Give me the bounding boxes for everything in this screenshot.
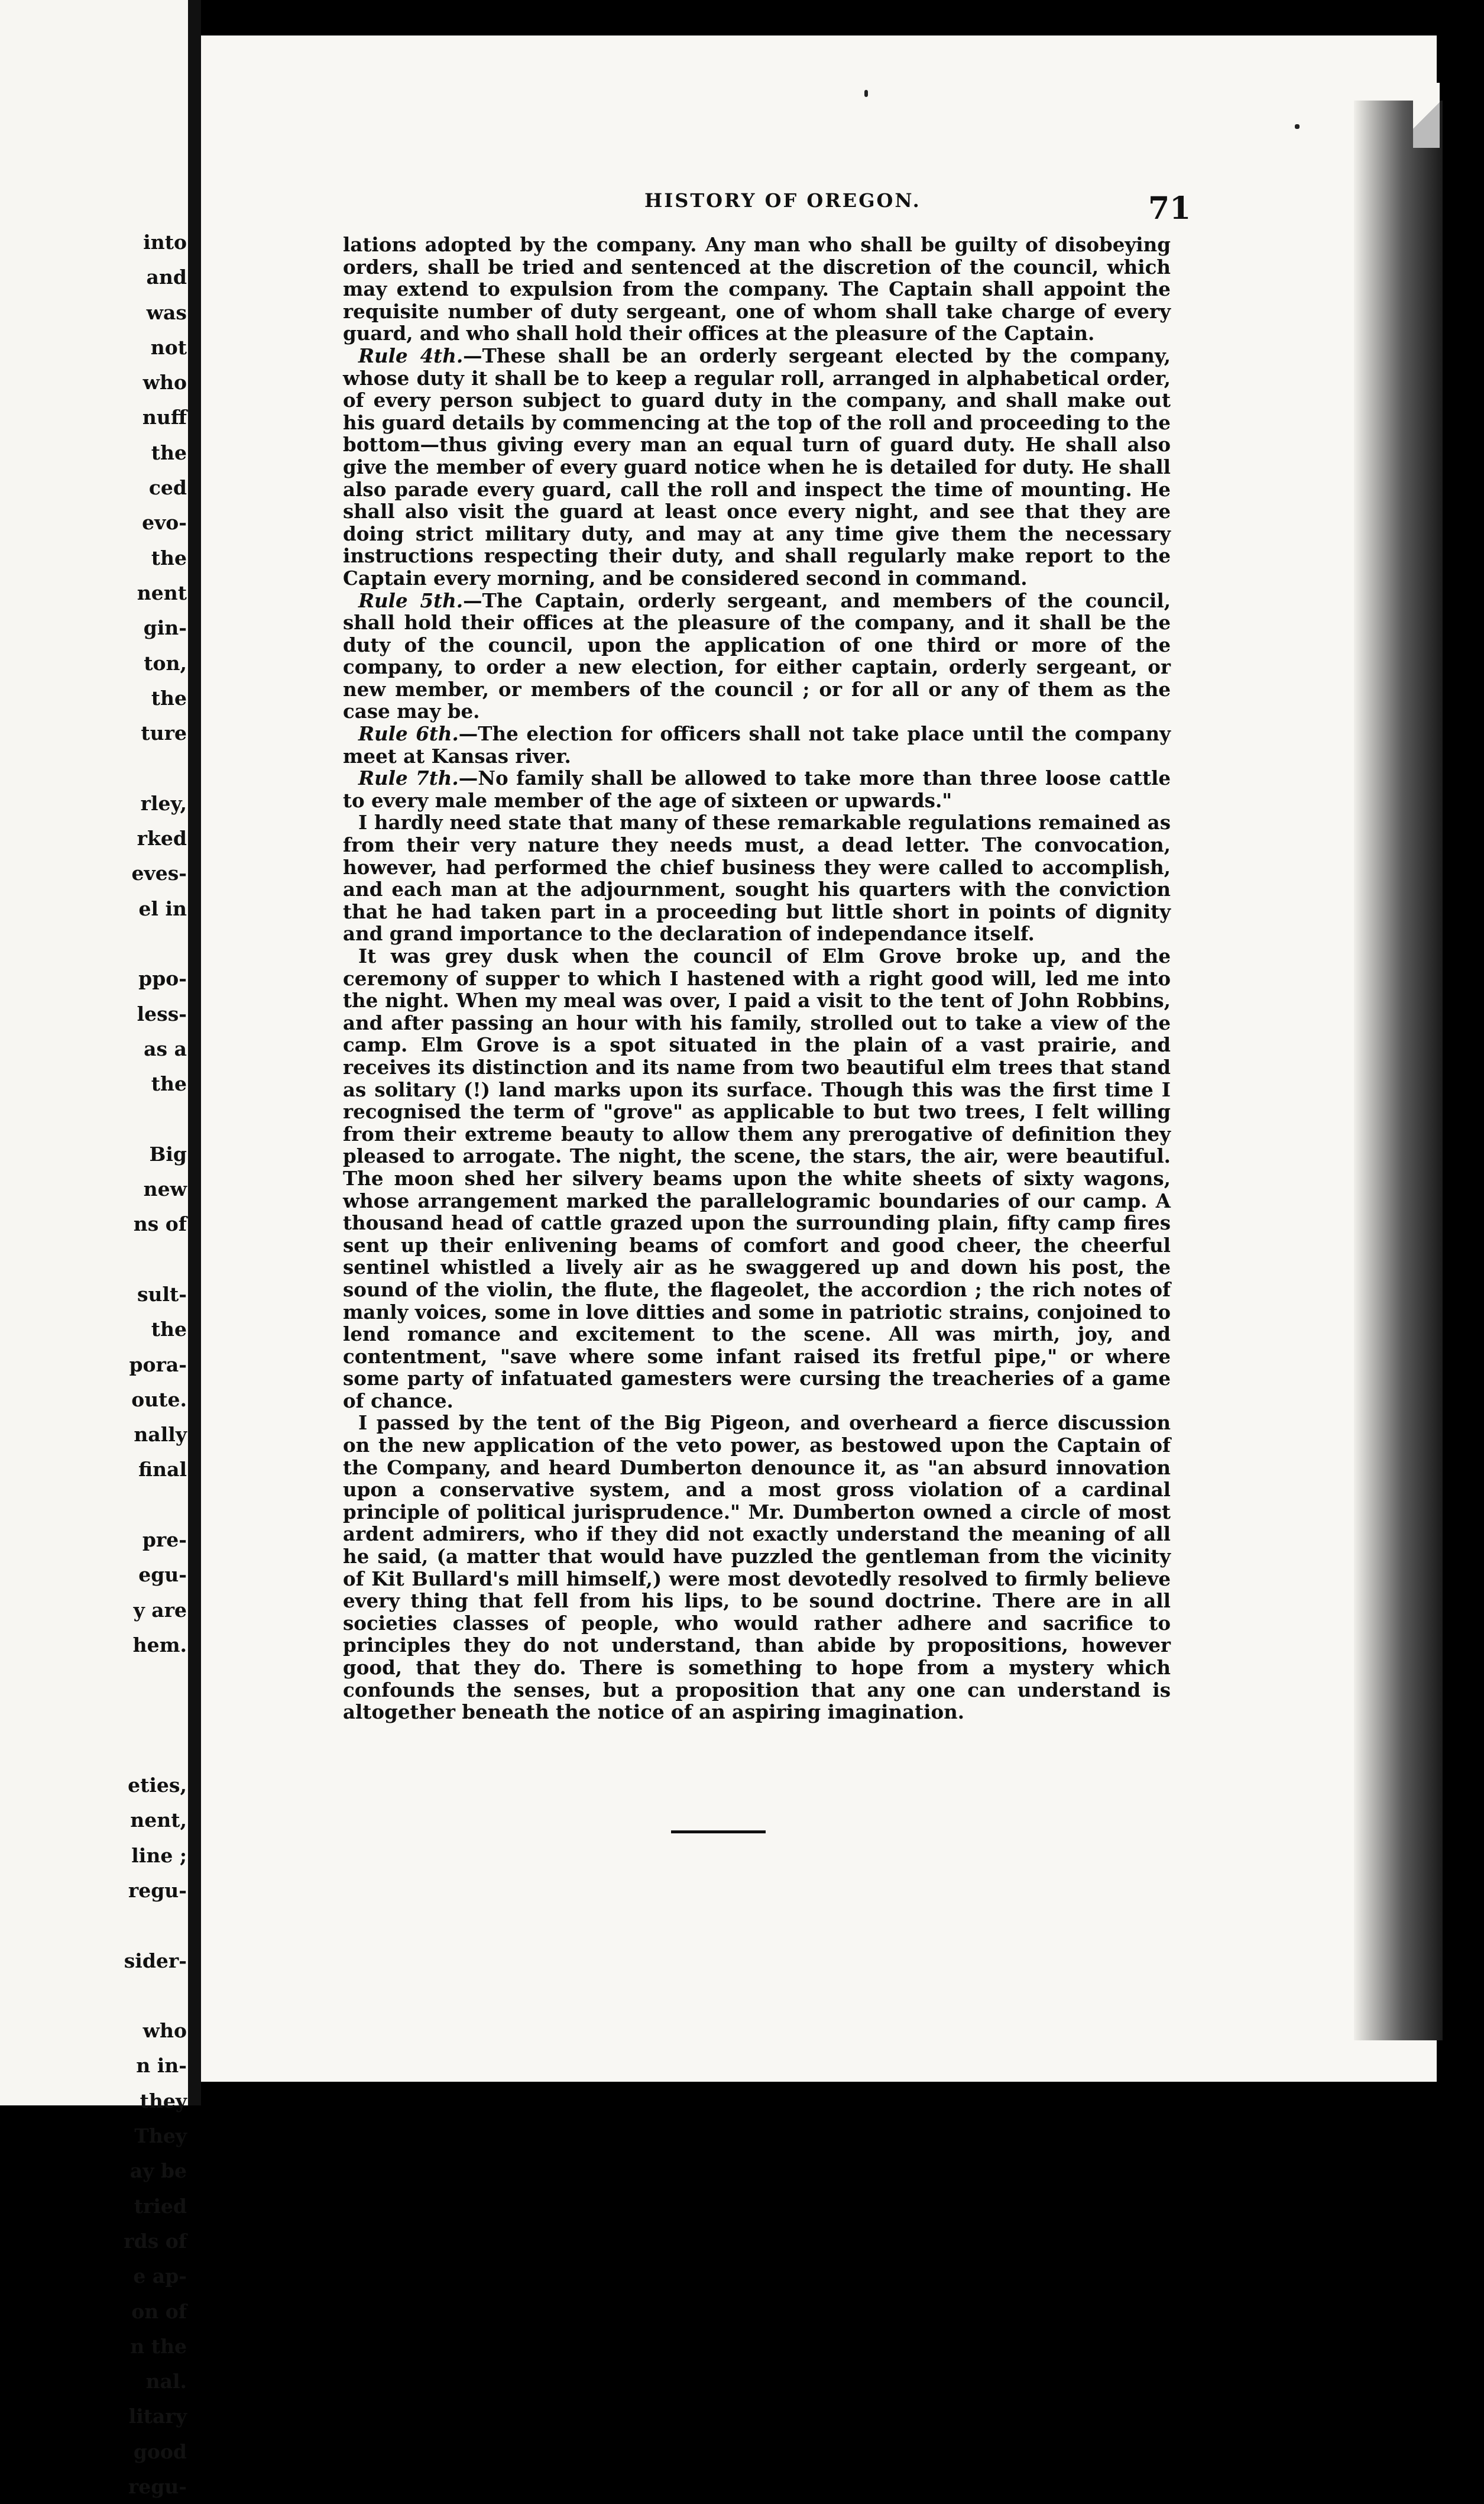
left-fragment: hem. <box>132 1633 187 1657</box>
left-fragment <box>104 750 187 785</box>
paragraph <box>343 1412 1171 1723</box>
left-fragment: good <box>133 2440 187 2463</box>
paragraph-text: I hardly need state that many of these remarkable regulations remained as from their very nature they needs must, a dead letter. The convocation, however, had performed the chief business they were called to accomplish, and each man at the adjournment, sought his quarters with the conviction that he had taken part in a proceeding but little short in points of dignity and grand importance to the declaration of independance itself. <box>343 811 1171 946</box>
left-fragment: ns of <box>133 1212 187 1236</box>
paragraph <box>343 767 1171 811</box>
section-end-rule <box>671 1830 766 1833</box>
left-fragment: tried <box>134 2194 187 2218</box>
page-corner <box>1413 83 1440 148</box>
ink-speck <box>1295 124 1300 129</box>
paragraph-text: I passed by the tent of the Big Pigeon, and overheard a fierce discussion on the new application of the veto power, as bestowed upon the Captain of the Company, and heard Dumberton denounce it, as "an absurd innovation upon a conservative system, and a most gross violation of a cardinal principle of political jurisprudence." Mr. Dumberton owned a circle of most ardent admirers, who if they did not exactly understand the meaning of all he said, (a matter that would have puzzled the gentleman from the vicinity of Kit Bullard's mill himself,) were most devotedly resolved to firmly believe every thing that fell from his lips, to be sound doctrine. There are in all societies classes of people, who would rather adhere and sacrifice to principles they do not understand, than abide by propositions, however good, that they do. There is something to hope from a mystery which confounds the senses, but a proposition that any one can understand is altogether beneath the notice of an aspiring imagination. <box>343 1411 1171 1724</box>
left-fragment: n the <box>130 2334 187 2358</box>
paragraph-text: It was grey dusk when the council of Elm Grove broke up, and the ceremony of supper to which I hastened with a right good will, led me into the night. When my meal was over, I paid a visit to the tent of John Robbins, and after passing an hour with his family, strolled out to take a view of the camp. Elm Grove is a spot situated in the plain of a vast prairie, and receives its distinction and its name from two beautiful elm trees that stand as solitary (!) land marks upon its surface. Though this was the first time I recognised the term of "grove" as applicable to but two trees, I felt willing from their extreme beauty to allow them any prerogative of definition they pleased to arrogate. The night, the scene, the stars, the air, were beautiful. The moon shed her silvery beams upon the white sheets of sixty wagons, whose arrangement marked the parallelogramic boundaries of our camp. A thousand head of cattle grazed upon the surrounding plain, fifty camp fires sent up their enlivening beams of comfort and good cheer, the cheerful sentinel whistled a lively air as he swaggered up and down his post, the sound of the violin, the flute, the flageolet, the accordion ; the rich notes of manly voices, some in love ditties and some in patriotic strains, conjoined to lend romance and excitement to the scene. All was mirth, joy, and contentment, "save where some infant raised its fretful pipe," or where some party of infatuated gamesters were cursing the treacheries of a game of chance. <box>343 944 1171 1412</box>
left-fragment: into <box>143 231 187 254</box>
left-fragment: nent <box>137 581 187 604</box>
left-fragment <box>104 1101 187 1136</box>
left-fragment: not <box>150 335 187 359</box>
left-fragment <box>104 1908 187 1943</box>
left-fragment <box>104 1242 187 1277</box>
left-fragment: they <box>140 2089 187 2112</box>
left-fragment: the <box>151 546 187 570</box>
left-fragment: nuff <box>142 406 187 429</box>
paragraph-text: —These shall be an orderly sergeant elected by the company, whose duty it shall be to keep a regular roll, arranged in alphabetical order, of every person subject to guard duty in the company, and shall make out his guard details by commencing at the top of the roll and proceeding to the bottom—thus giving every man an equal turn of guard duty. He shall also give the member of every guard notice when he is detailed for duty. He shall also parade every guard, call the roll and inspect the time of mounting. He shall also visit the guard at least once every night, and see that they are doing strict military duty, and may at any time give them the necessary instructions respecting their duty, and shall regularly make report to the Captain every morning, and be considered second in command. <box>343 344 1171 590</box>
left-fragment <box>104 1978 187 2013</box>
left-fragment: final <box>138 1458 187 1481</box>
left-fragment <box>104 1662 187 1697</box>
left-fragment: ture <box>141 722 187 745</box>
left-fragment: pora- <box>129 1353 187 1376</box>
paragraph <box>343 345 1171 590</box>
left-fragment <box>104 1487 187 1522</box>
left-fragment: ay be <box>129 2159 187 2183</box>
left-fragment: gin- <box>143 616 187 640</box>
left-fragment: the <box>151 1072 187 1096</box>
left-fragment: eves- <box>131 862 187 885</box>
paragraph-text: —No family shall be allowed to take more than three loose cattle to every male member of the age of sixteen or upwards." <box>343 766 1171 812</box>
left-fragment: regu- <box>128 2475 187 2498</box>
paragraph <box>343 234 1171 345</box>
left-fragment: the <box>151 686 187 710</box>
left-fragment: rds of <box>124 2229 187 2253</box>
page-number: 71 <box>1148 190 1191 227</box>
left-fragment: regu- <box>128 1878 187 1902</box>
paragraph-text: lations adopted by the company. Any man who shall be guilty of disobeying orders, shall be tried and sentenced at the discretion of the council, which may extend to expulsion from the company. The Captain shall appoint the requisite number of duty sergeant, one of whom shall take charge of every guard, and who shall hold their offices at the pleasure of the Captain. <box>343 233 1171 345</box>
left-fragment: evo- <box>142 511 187 535</box>
left-fragment: less- <box>137 1002 187 1025</box>
left-fragment: as a <box>144 1037 187 1060</box>
paragraph-text: —The election for officers shall not take place until the company meet at Kansas river. <box>343 722 1171 768</box>
left-fragment: was <box>146 300 187 324</box>
paragraph <box>343 811 1171 945</box>
left-fragment: eties, <box>128 1774 187 1797</box>
left-fragment: the <box>151 1318 187 1341</box>
left-fragment: rley, <box>140 791 187 815</box>
left-fragment: ton, <box>144 651 187 675</box>
paragraph <box>343 723 1171 767</box>
left-fragment: n in- <box>136 2054 187 2078</box>
left-fragment: pre- <box>142 1528 187 1551</box>
left-fragment <box>104 926 187 961</box>
rule-lead: Rule 5th. <box>358 588 464 612</box>
left-fragment: who <box>142 371 187 394</box>
left-fragment: nally <box>134 1423 187 1447</box>
page-edge-shadow <box>1354 101 1443 2040</box>
left-fragment: They <box>134 2124 187 2148</box>
left-fragment: new <box>143 1177 187 1201</box>
left-fragment: sult- <box>137 1282 187 1306</box>
left-fragment: rked <box>137 827 187 850</box>
left-fragment: y are <box>133 1598 187 1622</box>
left-page <box>0 0 188 2498</box>
left-fragment: the <box>151 441 187 464</box>
left-fragment: line ; <box>131 1843 187 1867</box>
left-fragment: ppo- <box>138 967 187 991</box>
left-page-text-fragments <box>104 225 187 2504</box>
left-fragment <box>104 1697 187 1732</box>
left-fragment: e ap- <box>133 2264 187 2288</box>
left-fragment: el in <box>138 897 187 920</box>
left-fragment: who <box>142 2019 187 2043</box>
left-fragment: sider- <box>124 1949 187 1972</box>
left-fragment: on of <box>131 2299 187 2323</box>
left-fragment <box>104 1733 187 1768</box>
left-fragment: Big <box>149 1142 187 1166</box>
ink-speck <box>864 90 868 97</box>
running-header: HISTORY OF OREGON. <box>644 189 921 212</box>
paragraph <box>343 945 1171 1412</box>
paragraph-text: —The Captain, orderly sergeant, and members of the council, shall hold their offices at the pleasure of the company, and it shall be the duty of the council, upon the application of one third or more of the company, to order a new election, for either captain, orderly sergeant, or new member, or members of the council ; or for all or any of them as the case may be. <box>343 588 1171 723</box>
body-text <box>343 234 1171 1723</box>
left-fragment: ced <box>148 476 187 500</box>
left-fragment: nent, <box>130 1809 187 1832</box>
rule-lead: Rule 4th. <box>358 344 464 367</box>
left-fragment: and <box>146 266 187 289</box>
left-fragment: litary <box>128 2405 187 2428</box>
left-fragment: egu- <box>138 1563 187 1587</box>
rule-lead: Rule 7th. <box>358 766 459 790</box>
paragraph <box>343 590 1171 723</box>
left-fragment: oute. <box>131 1387 187 1411</box>
book-gutter <box>188 0 201 2105</box>
left-fragment: nal. <box>145 2370 187 2393</box>
rule-lead: Rule 6th. <box>358 722 459 746</box>
